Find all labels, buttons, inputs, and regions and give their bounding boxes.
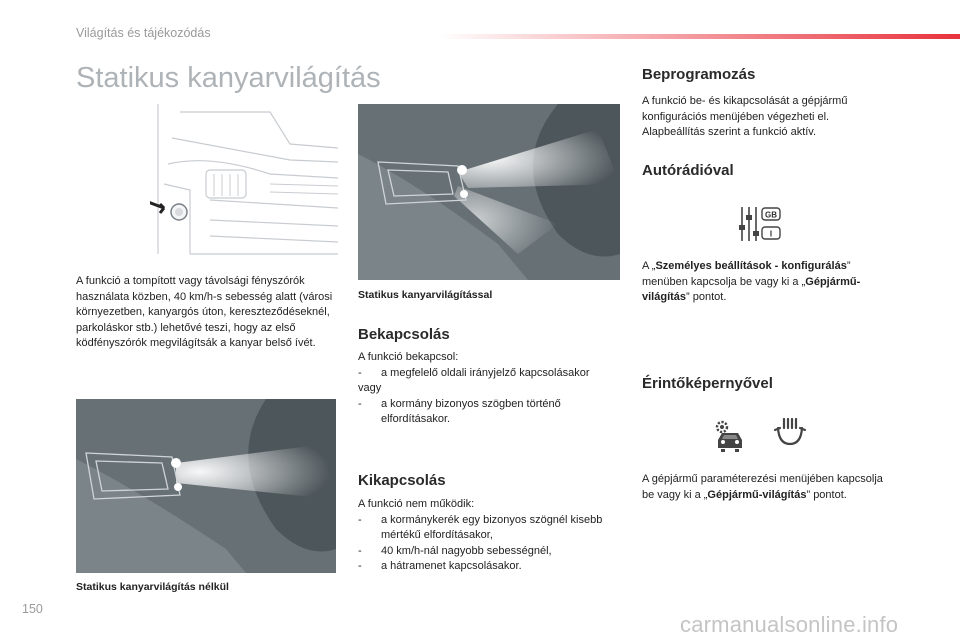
radio-text: A „Személyes beállítások - konfigurálás” menüben kapcsolja be vagy ki a „Gépjármű-világítás” pontot. — [642, 260, 861, 304]
car-settings-icon — [712, 418, 746, 452]
with-cornering-light-illustration — [358, 104, 620, 280]
sliders-icon — [737, 205, 783, 243]
header-accent-rule — [440, 34, 960, 39]
section-heading-programming: Beprogramozás — [642, 66, 756, 83]
chapter-header: Világítás és tájékozódás — [76, 26, 211, 40]
on-list-2 — [358, 397, 620, 428]
radio-menu-item: Gépjármű-világítás — [642, 275, 861, 304]
section-off-body — [358, 497, 620, 575]
with-cornering-light-drawing — [358, 104, 620, 280]
section-on-body — [358, 350, 620, 428]
touch-menu-item: Gépjármű-világítás — [707, 488, 807, 501]
list-item: - a kormánykerék egy bizonyos szögnél kisebb mértékű elfordításakor, — [358, 513, 603, 542]
section-heading-radio: Autórádióval — [642, 162, 734, 179]
headlight-icon — [772, 416, 808, 452]
light-beam-icon — [772, 416, 808, 452]
section-heading-on: Bekapcsolás — [358, 326, 450, 343]
list-item: - a megfelelő oldali irányjelző kapcsolásakor — [358, 366, 590, 379]
caption-with-cornering-light: Statikus kanyarvilágítással — [358, 289, 493, 301]
list-item: - a kormány bizonyos szögben történő elfordításakor. — [358, 397, 561, 426]
bumper-fog-lamp-drawing — [150, 104, 338, 264]
off-intro: A funkció nem működik: — [358, 498, 475, 510]
front-bumper-illustration — [150, 104, 338, 264]
section-heading-touch: Érintőképernyővel — [642, 375, 773, 392]
section-heading-off: Kikapcsolás — [358, 472, 446, 489]
watermark: carmanualsonline.info — [680, 612, 899, 637]
caption-without-cornering-light: Statikus kanyarvilágítás nélkül — [76, 581, 229, 593]
without-cornering-light-drawing — [76, 399, 336, 573]
on-intro: A funkció bekapcsol: — [358, 351, 459, 363]
without-cornering-light-illustration — [76, 399, 336, 573]
radio-menu-name: Személyes beállítások - konfigurálás — [655, 260, 847, 272]
touch-text: A gépjármű paraméterezési menüjében kapcsolja be vagy ki a „Gépjármű-világítás” pontot. — [642, 473, 883, 501]
programming-text: A funkció be- és kikapcsolását a gépjármű konfigurációs menüjében végezheti el. Alapbeállítás szerint a funkció aktív. — [642, 95, 848, 139]
off-list — [358, 513, 620, 575]
on-or: vagy — [358, 382, 382, 395]
radio-settings-icon — [737, 205, 783, 243]
page-number: 150 — [22, 602, 43, 616]
car-gear-icon — [712, 418, 746, 452]
intro-paragraph: A funkció a tompított vagy távolsági fényszórók használata közben, 40 km/h-s sebesség alatt (városi környezetben, kanyargós úton, kereszteződéseknél, parkoláskor stb.) lehetővé teszi, hogy az első ködfényszórók megvilágítsák a kanyar belső ívét. — [76, 275, 333, 350]
page-title: Statikus kanyarvilágítás — [76, 62, 381, 94]
list-item: - a hátramenet kapcsolásakor. — [358, 560, 522, 573]
on-list — [358, 366, 620, 382]
list-item: - 40 km/h-nál nagyobb sebességnél, — [358, 544, 552, 557]
icon-badge-top: GB — [765, 210, 777, 220]
icon-badge-bottom: I — [769, 229, 773, 239]
